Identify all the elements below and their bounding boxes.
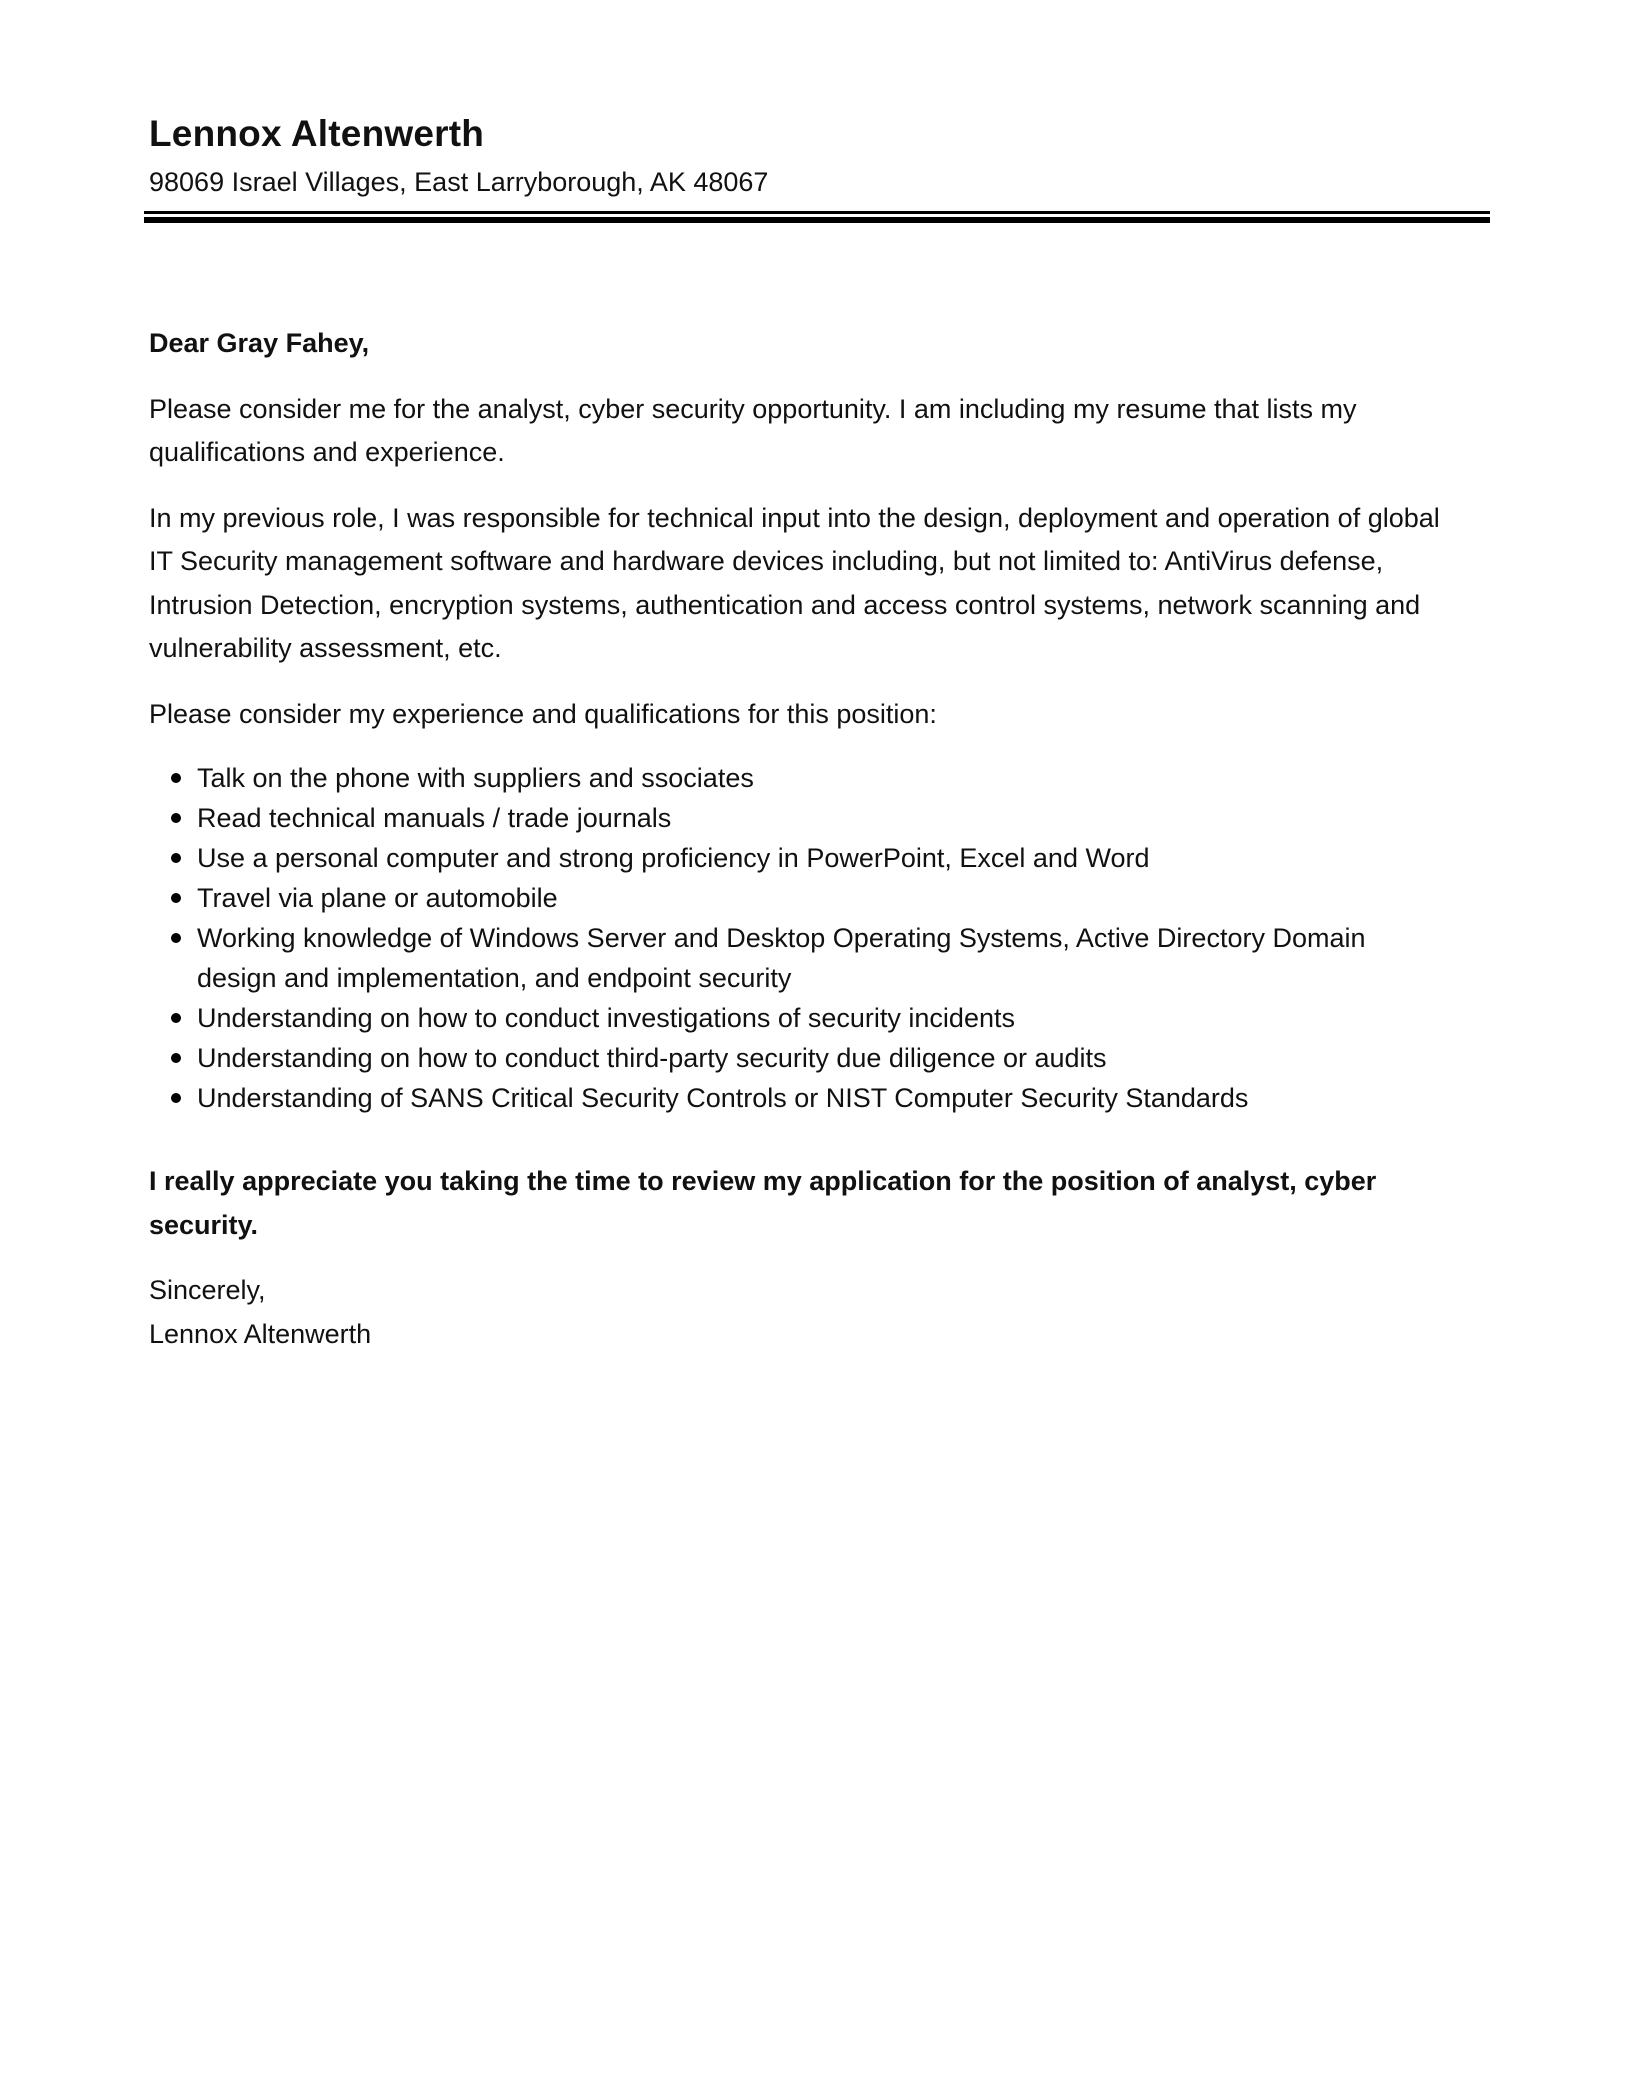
letterhead <box>149 106 1489 202</box>
qualifications-intro: Please consider my experience and qualifications for this position: <box>149 698 937 729</box>
header-divider <box>144 211 1490 223</box>
bullet-icon <box>171 1093 181 1103</box>
list-item-text: Understanding on how to conduct investigations of security incidents <box>197 1003 1015 1033</box>
qualifications-list <box>149 758 1449 1118</box>
bullet-icon <box>171 893 181 903</box>
list-item-text: Use a personal computer and strong proficiency in PowerPoint, Excel and Word <box>197 843 1150 873</box>
list-item-text: Understanding on how to conduct third-party security due diligence or audits <box>197 1043 1107 1073</box>
list-item-text: Talk on the phone with suppliers and ssociates <box>197 763 754 793</box>
bullet-icon <box>171 773 181 783</box>
list-item-text: Understanding of SANS Critical Security Controls or NIST Computer Security Standards <box>197 1083 1249 1113</box>
bullet-icon <box>171 1013 181 1023</box>
list-item <box>149 878 1449 918</box>
list-item-text: Read technical manuals / trade journals <box>197 803 672 833</box>
letter-body <box>149 322 1449 1356</box>
list-item <box>149 838 1449 878</box>
list-item <box>149 918 1449 998</box>
list-item-text: Travel via plane or automobile <box>197 883 558 913</box>
list-item-text: Working knowledge of Windows Server and Desktop Operating Systems, Active Directory Domain design and implementation, and endpoint security <box>197 923 1366 993</box>
intro-paragraph: Please consider me for the analyst, cyber security opportunity. I am including my resume that lists my qualifications and experience. <box>149 393 1357 467</box>
sender-name: Lennox Altenwerth <box>149 113 485 154</box>
experience-paragraph: In my previous role, I was responsible for technical input into the design, deployment and operation of global IT Security management software and hardware devices including, but not limited to: AntiVirus defense, Intrusion Detection, encryption systems, authentication and access control systems, network scanning and vulnerability assessment, etc. <box>149 502 1440 663</box>
bullet-icon <box>171 813 181 823</box>
signature-name: Lennox Altenwerth <box>149 1318 372 1349</box>
sender-address: 98069 Israel Villages, East Larryborough, AK 48067 <box>149 167 769 197</box>
bullet-icon <box>171 853 181 863</box>
divider-thick-line <box>144 217 1490 223</box>
salutation: Dear Gray Fahey, <box>149 328 370 358</box>
list-item <box>149 1038 1449 1078</box>
bullet-icon <box>171 933 181 943</box>
bullet-icon <box>171 1053 181 1063</box>
list-item <box>149 758 1449 798</box>
list-item <box>149 1078 1449 1118</box>
list-item <box>149 998 1449 1038</box>
valediction: Sincerely, <box>149 1275 266 1305</box>
closing-statement: I really appreciate you taking the time to review my application for the position of analyst, cyber security. <box>149 1166 1377 1240</box>
list-item <box>149 798 1449 838</box>
